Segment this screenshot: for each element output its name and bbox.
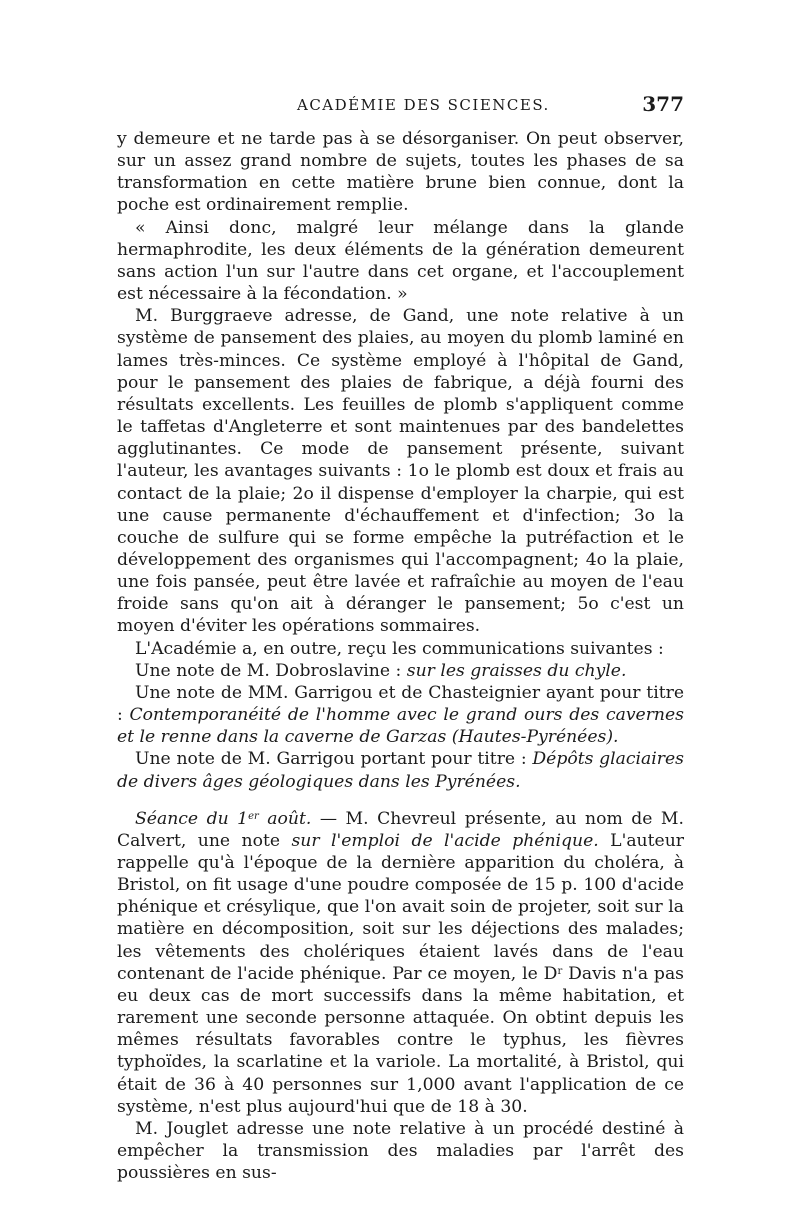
paragraph-quote: « Ainsi donc, malgré leur mélange dans la glande hermaphrodite, les deux éléments de la génération demeurent sans action l'un sur l'autre dans cet organe, et l'accouplement est nécessaire à la fécondation. »	[117, 217, 684, 305]
page-header	[117, 92, 684, 122]
note-intro: Une note de M. Garrigou portant pour titre :	[135, 749, 533, 770]
note-title: Contemporanéité de l'homme avec le grand ours des cavernes et le renne dans la caverne de Garzas (Hautes-Pyrénées).	[117, 705, 684, 748]
session-month: août.	[258, 808, 312, 829]
page-number: 377	[642, 92, 684, 116]
paragraph-burggraeve: M. Burggraeve adresse, de Gand, une note relative à un système de pansement des plaies, au moyen du plomb laminé en lames très-minces. Ce système employé à l'hôpital de Gand, pour le pansement des plaies de fabrique, a déjà fourni des résultats excellents. Les feuilles de plomb s'appliquent comme le taffetas d'Angleterre et sont maintenues par des bandelettes agglutinantes. Ce mode de pansement présente, suivant l'auteur, les avantages suivants : 1o le plomb est doux et frais au contact de la plaie; 2o il dispense d'employer la charpie, qui est une cause permanente d'échauffement et d'infection; 3o la couche de sulfure qui se forme empêche la putréfaction et le développement des organismes qui l'accompagnent; 4o la plaie, une fois pansée, peut être lavée et rafraîchie au moyen de l'eau froide sans qu'on ait à déranger le pansement; 5o c'est un moyen d'éviter les opérations sommaires.	[117, 306, 684, 637]
session-superscript: er	[248, 810, 259, 822]
paragraph-garrigou	[117, 748, 684, 792]
note-title: sur l'emploi de l'acide phénique.	[291, 830, 599, 851]
session-day: Séance du 1	[135, 808, 249, 829]
note-title: Dépôts glaciaires de divers âges géologiques dans les Pyrénées.	[117, 749, 684, 792]
paragraph-continuation: y demeure et ne tarde pas à se désorganiser. On peut observer, sur un assez grand nombre de sujets, toutes les phases de sa transformation en cette matière brune bien connue, dont la poche est ordinairement remplie.	[117, 129, 684, 216]
paragraph-garrigou-chasteignier	[117, 682, 684, 748]
session-text-1: — M. Chevreul présente, au nom de M. Calvert, une note	[117, 808, 684, 851]
body-text	[117, 128, 684, 1184]
paragraph-seance	[117, 808, 684, 1118]
running-title: ACADÉMIE DES SCIENCES.	[297, 96, 550, 114]
paragraph-dobroslavine	[117, 660, 684, 682]
session-text-3: Davis n'a pas eu deux cas de mort successifs dans la même habitation, et rarement une seconde personne attaquée. On obtint depuis les mêmes résultats favorables contre le typhus, les fièvres typhoïdes, la scarlatine et la variole. La mortalité, à Bristol, qui était de 36 à 40 personnes sur 1,000 avant l'application de ce système, n'est plus aujourd'hui que de 18 à 30.	[117, 963, 685, 1117]
note-title: sur les graisses du chyle.	[406, 660, 627, 681]
paragraph-communications: L'Académie a, en outre, reçu les communications suivantes :	[135, 638, 664, 659]
note-intro: Une note de M. Dobroslavine :	[135, 660, 407, 681]
paragraph-jouglet: M. Jouglet adresse une note relative à un procédé destiné à empêcher la transmission des maladies par l'arrêt des poussières en sus-	[117, 1118, 684, 1184]
session-label	[135, 809, 311, 829]
note-intro: Une note de MM. Garrigou et de Chasteignier ayant pour titre :	[117, 682, 684, 726]
doctor-superscript: r	[557, 965, 563, 977]
session-text-2: L'auteur rappelle qu'à l'époque de la dernière apparition du choléra, à Bristol, on fit usage d'une poudre composée de 15 p. 100 d'acide phénique et crésylique, que l'on avait soin de projeter, soit sur la matière en décomposition, soit sur les déjections des malades; les vêtements des cholériques étaient lavés dans de l'eau contenant de l'acide phénique. Par ce moyen, le D	[117, 830, 684, 984]
